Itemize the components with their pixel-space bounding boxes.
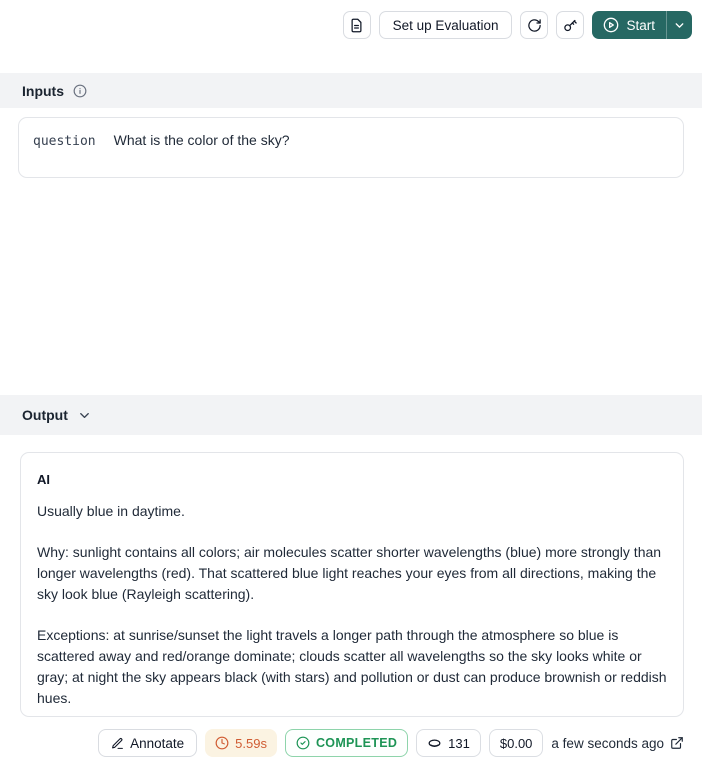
token-count-value: 131: [448, 735, 470, 751]
inputs-section-header: [0, 73, 702, 108]
latency-badge: [205, 729, 277, 757]
input-field-key: question: [33, 134, 96, 149]
status-badge: [285, 729, 408, 757]
run-stats-footer: [0, 717, 702, 757]
output-message-card: [20, 452, 684, 717]
clock-icon: [215, 736, 229, 750]
cost-badge: [489, 729, 544, 757]
file-button[interactable]: [343, 11, 371, 39]
info-icon[interactable]: [73, 84, 87, 98]
message-role-label: AI: [37, 472, 50, 487]
key-icon: [563, 18, 578, 33]
output-paragraph: Exceptions: at sunrise/sunset the light travels a longer path through the atmosphere so blue is scattered away and red/orange dominate; clouds scatter all wavelengths so the sky looks white or gray; at night the sky appears black (with stars) and pollution or dust can produce brownish or reddish hues.: [37, 627, 667, 706]
setup-evaluation-button[interactable]: Set up Evaluation: [379, 11, 513, 39]
status-value: COMPLETED: [315, 736, 398, 750]
run-timestamp: [551, 736, 684, 751]
start-split-button: [592, 11, 692, 39]
start-button[interactable]: [592, 11, 666, 39]
pencil-icon: [111, 737, 124, 750]
file-icon: [349, 18, 364, 33]
chevron-down-icon[interactable]: [77, 408, 92, 423]
play-circle-icon: [603, 17, 619, 33]
input-field-value[interactable]: What is the color of the sky?: [113, 132, 290, 148]
api-key-button[interactable]: [556, 11, 584, 39]
toolbar: [0, 0, 702, 73]
start-dropdown-button[interactable]: [666, 11, 692, 39]
output-paragraph: Usually blue in daytime.: [37, 503, 185, 519]
output-section-title: Output: [22, 407, 68, 423]
input-field-question[interactable]: [18, 117, 684, 178]
annotate-button[interactable]: [98, 729, 197, 757]
start-button-label: Start: [626, 17, 655, 33]
external-link-icon[interactable]: [670, 736, 684, 750]
output-paragraph: Why: sunlight contains all colors; air molecules scatter shorter wavelengths (blue) more strongly than longer wavelengths (red). That scattered blue light reaches your eyes from all directions, making the sky look blue (Rayleigh scattering).: [37, 544, 662, 602]
tokens-icon: [427, 736, 442, 751]
empty-space: [0, 178, 702, 395]
annotate-button-label: Annotate: [130, 735, 185, 751]
check-circle-icon: [296, 736, 310, 750]
cost-value: $0.00: [499, 735, 533, 751]
timestamp-text: a few seconds ago: [551, 735, 664, 751]
refresh-icon: [527, 18, 542, 33]
chevron-down-icon: [673, 19, 686, 32]
inputs-section-title: Inputs: [22, 82, 64, 99]
refresh-button[interactable]: [520, 11, 548, 39]
output-section-header: [0, 395, 702, 435]
token-count-badge: [416, 729, 481, 757]
latency-value: 5.59s: [235, 735, 267, 751]
